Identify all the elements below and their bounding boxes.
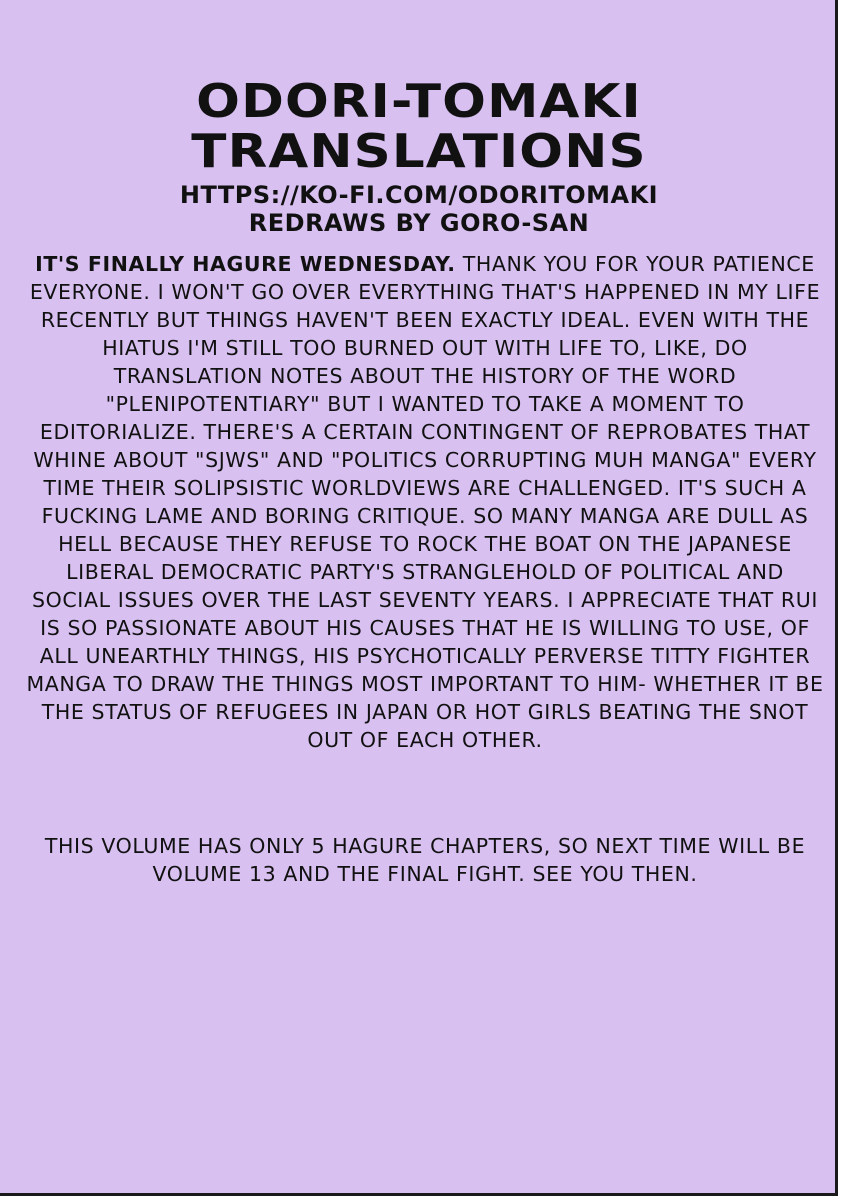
title-line-2: TRANSLATIONS — [191, 124, 647, 178]
note-body: THANK YOU FOR YOUR PATIENCE EVERYONE. I WON'T GO OVER EVERYTHING THAT'S HAPPENED IN MY LIFE RECENTLY BUT THINGS HAVEN'T BEEN EXACTLY IDEAL. EVEN WITH THE HIATUS I'M STILL TOO BURNED OUT WITH LIFE TO, LIKE, DO TRANSLATION NOTES ABOUT THE HISTORY OF THE WORD "PLENIPOTENTIARY" BUT I WANTED TO TAKE A MOMENT TO EDITORIALIZE. THERE'S A CERTAIN CONTINGENT OF REPROBATES THAT WHINE ABOUT "SJWS" AND "POLITICS CORRUPTING MUH MANGA" EVERY TIME THEIR SOLIPSISTIC WORLDVIEWS ARE CHALLENGED. IT'S SUCH A FUCKING LAME AND BORING CRITIQUE. SO MANY MANGA ARE DULL AS HELL BECAUSE THEY REFUSE TO ROCK THE BOAT ON THE JAPANESE LIBERAL DEMOCRATIC PARTY'S STRANGLEHOLD OF POLITICAL AND SOCIAL ISSUES OVER THE LAST SEVENTY YEARS. I APPRECIATE THAT RUI IS SO PASSIONATE ABOUT HIS CAUSES THAT HE IS WILLING TO USE, OF ALL UNEARTHLY THINGS, HIS PSYCHOTICALLY PERVERSE TITTY FIGHTER MANGA TO DRAW THE THINGS MOST IMPORTANT TO HIM- WHETHER IT BE THE STATUS OF REFUGEES IN JAPAN OR HOT GIRLS BEATING THE SNOT OUT OF EACH OTHER. — [26, 252, 824, 752]
note-paragraph — [26, 250, 824, 754]
note-lead: IT'S FINALLY HAGURE WEDNESDAY. — [35, 252, 456, 276]
kofi-url: HTTPS://KO-FI.COM/ODORITOMAKI — [179, 181, 659, 209]
closing-paragraph: THIS VOLUME HAS ONLY 5 HAGURE CHAPTERS, SO NEXT TIME WILL BE VOLUME 13 AND THE FINAL FIGHT. SEE YOU THEN. — [44, 834, 806, 886]
page-title — [0, 76, 844, 176]
redraw-credit: REDRAWS BY GORO-SAN — [248, 209, 590, 237]
title-line-1: ODORI-TOMAKI — [196, 74, 642, 128]
